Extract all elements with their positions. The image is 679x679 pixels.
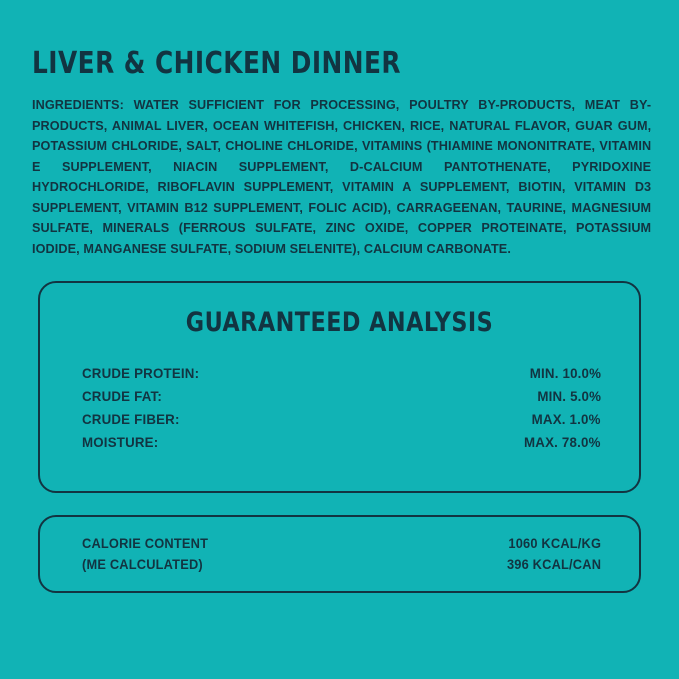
calorie-content-labels (82, 533, 215, 575)
nutrient-value: MIN. 10.0% (529, 365, 601, 381)
table-row (82, 408, 601, 431)
ingredients-text: INGREDIENTS: WATER SUFFICIENT FOR PROCESSING, POULTRY BY-PRODUCTS, MEAT BY-PRODUCTS, ANIMAL LIVER, OCEAN WHITEFISH, CHICKEN, RICE, NATURAL FLAVOR, GUAR GUM, POTASSIUM CHLORIDE, SALT, CHOLINE CHLORIDE, VITAMINS (THIAMINE MONONITRATE, VITAMIN E SUPPLEMENT, NIACIN SUPPLEMENT, D-CALCIUM PANTOTHENATE, PYRIDOXINE HYDROCHLORIDE, RIBOFLAVIN SUPPLEMENT, VITAMIN A SUPPLEMENT, BIOTIN, VITAMIN D3 SUPPLEMENT, VITAMIN B12 SUPPLEMENT, FOLIC ACID), CARRAGEENAN, TAURINE, MAGNESIUM SULFATE, MINERALS (FERROUS SULFATE, ZINC OXIDE, COPPER PROTEINATE, POTASSIUM IODIDE, MANGANESE SULFATE, SODIUM SELENITE), CALCIUM CARBONATE. (32, 97, 652, 256)
guaranteed-analysis-rows (40, 362, 639, 454)
table-row (82, 362, 601, 385)
calorie-content-label: CALORIE CONTENT (82, 536, 209, 551)
nutrient-label: CRUDE FAT: (82, 388, 162, 404)
nutrient-label: CRUDE PROTEIN: (82, 365, 200, 381)
table-row (82, 385, 601, 408)
page-title: LIVER & CHICKEN DINNER (32, 46, 402, 81)
nutrient-label: MOISTURE: (82, 434, 159, 450)
nutrient-label: CRUDE FIBER: (82, 411, 180, 427)
table-row (82, 431, 601, 454)
calorie-content-sublabel: (ME CALCULATED) (82, 557, 203, 572)
calorie-content-panel (38, 515, 641, 593)
calorie-per-kg: 1060 KCAL/KG (508, 536, 601, 551)
guaranteed-analysis-panel (38, 281, 641, 493)
nutrient-value: MAX. 78.0% (524, 434, 601, 450)
nutrient-value: MIN. 5.0% (537, 388, 601, 404)
calorie-content-values (502, 533, 601, 575)
guaranteed-analysis-title: GUARANTEED ANALYSIS (185, 307, 494, 338)
nutrient-value: MAX. 1.0% (532, 411, 601, 427)
calorie-per-can: 396 KCAL/CAN (506, 557, 601, 572)
